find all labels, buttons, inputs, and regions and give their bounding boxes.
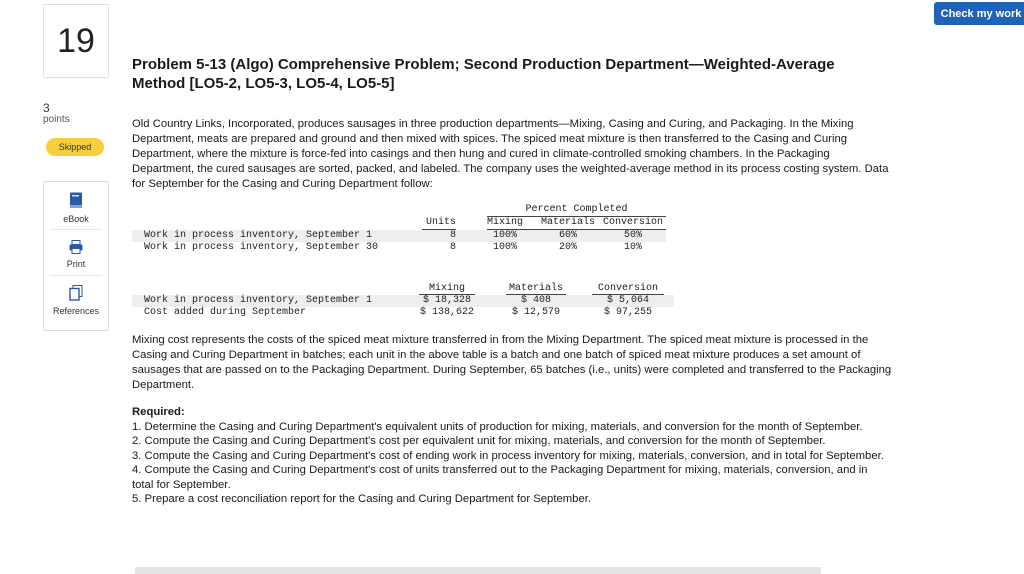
tools-divider (50, 275, 102, 276)
print-button[interactable] (44, 240, 108, 269)
problem-title: Problem 5-13 (Algo) Comprehensive Problem; Second Production Department—Weighted-Average Method [LO5-2, LO5-3, LO5-4, LO5-5] (132, 56, 835, 92)
table-cell: 100% (492, 230, 517, 241)
row-label: Work in process inventory, September 1 (144, 295, 373, 306)
documents-icon (69, 285, 83, 301)
tools-divider (50, 229, 102, 230)
required-heading: Required: (132, 406, 185, 418)
printer-icon (69, 240, 83, 254)
row-label: Work in process inventory, September 30 (144, 242, 379, 253)
ebook-label: eBook (63, 214, 89, 224)
book-icon (69, 192, 83, 209)
problem-content (132, 55, 892, 190)
cost-table (132, 281, 674, 321)
ebook-button[interactable] (44, 192, 108, 224)
column-header: Materials (508, 283, 563, 294)
table-cell: $ 5,064 (606, 295, 649, 306)
required-item: 1. Determine the Casing and Curing Department's equivalent units of production for mixing, materials, and conversion for the month of September. (132, 420, 863, 433)
column-header: Units (425, 217, 456, 228)
table-cell: $ 12,579 (511, 307, 560, 318)
column-header: Conversion (597, 283, 658, 294)
status-badge: Skipped (46, 138, 104, 156)
column-header: Conversion (602, 217, 663, 228)
table-cell: 60% (558, 230, 577, 241)
column-header: Mixing (428, 283, 465, 294)
points-value: 3 (43, 101, 50, 115)
table-cell: $ 18,328 (422, 295, 471, 306)
table-cell: 20% (558, 242, 577, 253)
table-cell: 8 (449, 242, 456, 253)
tools-panel (43, 181, 109, 331)
table-cell: $ 408 (520, 295, 551, 306)
required-item: 3. Compute the Casing and Curing Department's cost of ending work in process inventory for mixing, materials, conversion, and in total for September. (132, 449, 884, 462)
required-item: 4. Compute the Casing and Curing Department's cost of units transferred out to the Packaging Department for mixing, materials, conversion, and in total for September. (132, 464, 868, 491)
problem-paragraph: Mixing cost represents the costs of the spiced meat mixture transferred in from the Mixing Department. The spiced meat mixture is processed in the Casing and Curing Department in batches; each unit in the above table is a batch and one batch of spiced meat mixture produces a set amount of sausages that are passed on to the Packaging Department. During September, 65 batches (i.e., units) were completed and transferred to the Packaging Department. (132, 334, 892, 391)
table-cell: 100% (492, 242, 517, 253)
horizontal-scrollbar[interactable] (135, 567, 821, 574)
print-label: Print (66, 259, 86, 269)
percent-completed-header: Percent Completed (525, 204, 628, 215)
table-cell: $ 138,622 (419, 307, 474, 318)
table-cell: 8 (449, 230, 456, 241)
problem-intro: Old Country Links, Incorporated, produces sausages in three production departments—Mixing, Casing and Curing, and Packaging. In the Mixing Department, meats are prepared and ground and then mixed with spices. The spiced meat mixture is then transferred to the Casing and Curing Department, where the mixture is force-fed into casings and then hung and cured in climate-controlled smoking chambers. In the Packaging Department, the cured sausages are sorted, packed, and labeled. The company uses the weighted-average method in its process costing system. Data for September for the Casing and Curing Department follow: (132, 118, 889, 190)
references-button[interactable] (44, 285, 108, 316)
references-label: References (52, 306, 100, 316)
column-header: Mixing (486, 217, 523, 228)
points-label: points (43, 114, 70, 125)
table-cell: 50% (623, 230, 642, 241)
table-cell: 10% (623, 242, 642, 253)
row-label: Work in process inventory, September 1 (144, 230, 373, 241)
question-number: 19 (43, 4, 109, 78)
required-section (132, 405, 892, 507)
percent-completed-table (132, 202, 666, 254)
check-my-work-button[interactable]: Check my work (934, 2, 1024, 25)
table-cell: $ 97,255 (603, 307, 652, 318)
required-item: 2. Compute the Casing and Curing Department's cost per equivalent unit for mixing, materials, and conversion for the month of September. (132, 435, 826, 447)
column-header: Materials (540, 217, 595, 228)
required-item: 5. Prepare a cost reconciliation report for the Casing and Curing Department for September. (132, 493, 592, 505)
row-label: Cost added during September (144, 307, 307, 318)
